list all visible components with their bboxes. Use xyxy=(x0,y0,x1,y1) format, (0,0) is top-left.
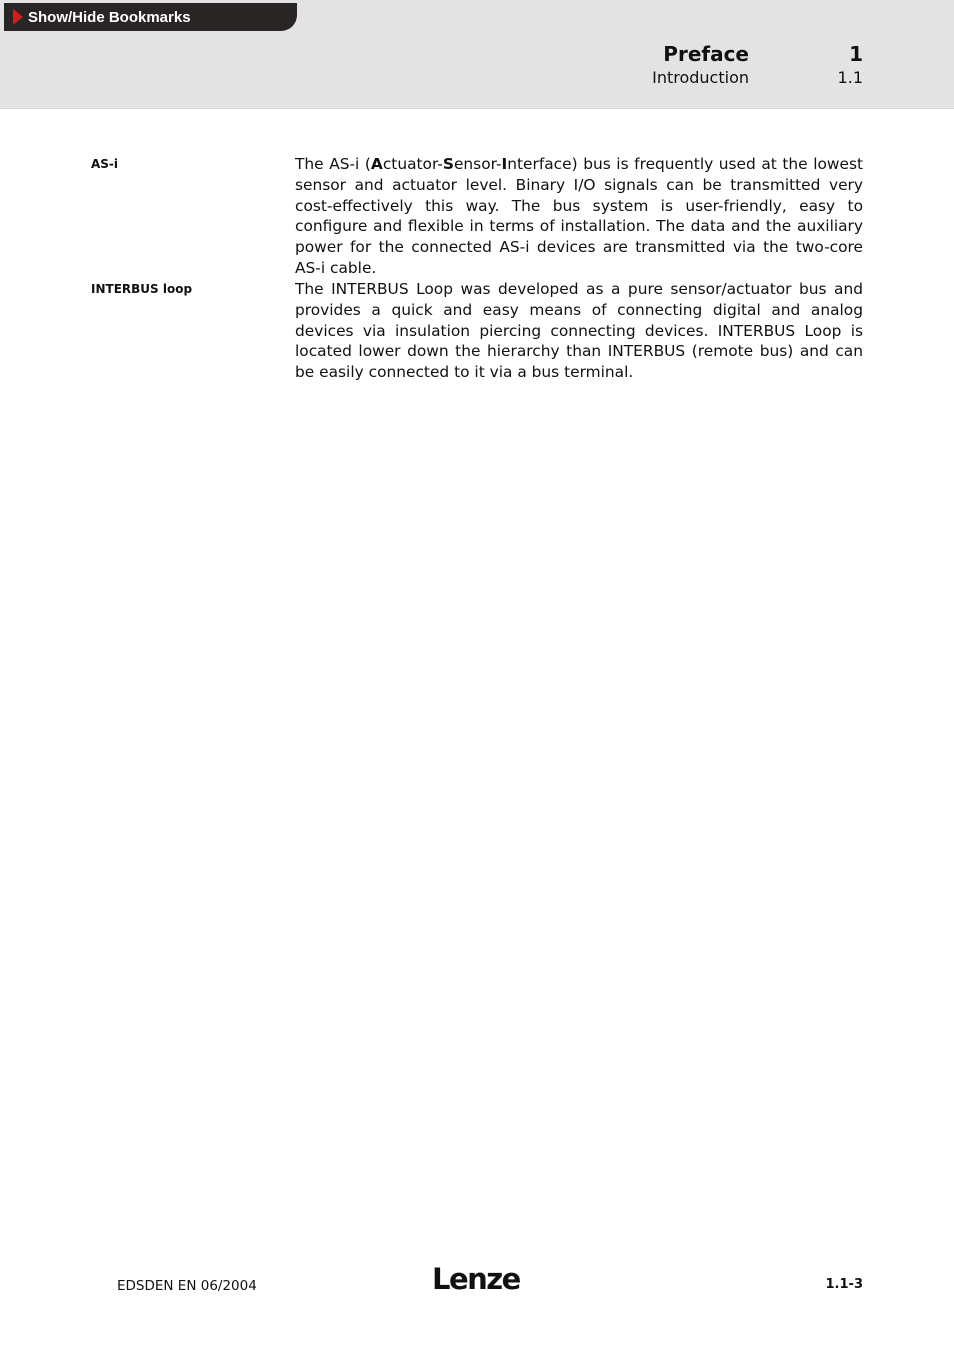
paragraph-interbus-loop: The INTERBUS Loop was developed as a pure sensor/actuator bus and provides a quick and easy means of connecting digital and analog devices via insulation piercing connecting devices. INTERBUS Loop is located lower down the hierarchy than INTERBUS (remote bus) and can be easily connected to it via a bus terminal. xyxy=(295,280,863,382)
paragraph-asi xyxy=(295,154,863,279)
chapter-title: Preface xyxy=(663,42,749,66)
asi-intro-text: The AS-i ( xyxy=(295,155,371,173)
footer-doc-id: EDSDEN EN 06/2004 xyxy=(117,1278,257,1294)
footer-page-number: 1.1-3 xyxy=(825,1277,863,1292)
asi-rest-text: nterface) bus is frequently used at the lowest sensor and actuator level. Binary I/O signals can be transmitted very cost-effectively this way. The bus system is user-friendly, easy to configure and flexible in terms of installation. The data and the auxiliary power for the connected AS-i devices are transmitted via the two-core AS-i cable. xyxy=(295,155,864,277)
asi-text-1: ctuator- xyxy=(382,155,443,173)
asi-text-2: ensor- xyxy=(453,155,502,173)
chapter-number: 1 xyxy=(849,42,863,66)
bookmarks-button-label: Show/Hide Bookmarks xyxy=(28,8,191,26)
asi-bold-i: I xyxy=(501,155,508,173)
asi-bold-s: S xyxy=(442,155,454,173)
asi-bold-a: A xyxy=(370,155,383,173)
section-number: 1.1 xyxy=(837,68,863,87)
show-hide-bookmarks-button[interactable] xyxy=(4,3,297,31)
margin-label-asi: AS-i xyxy=(91,157,119,171)
lenze-logo: Lenze xyxy=(432,1262,520,1296)
margin-label-interbus-loop: INTERBUS loop xyxy=(91,282,193,296)
triangle-right-icon xyxy=(13,9,23,25)
section-title: Introduction xyxy=(652,68,749,87)
